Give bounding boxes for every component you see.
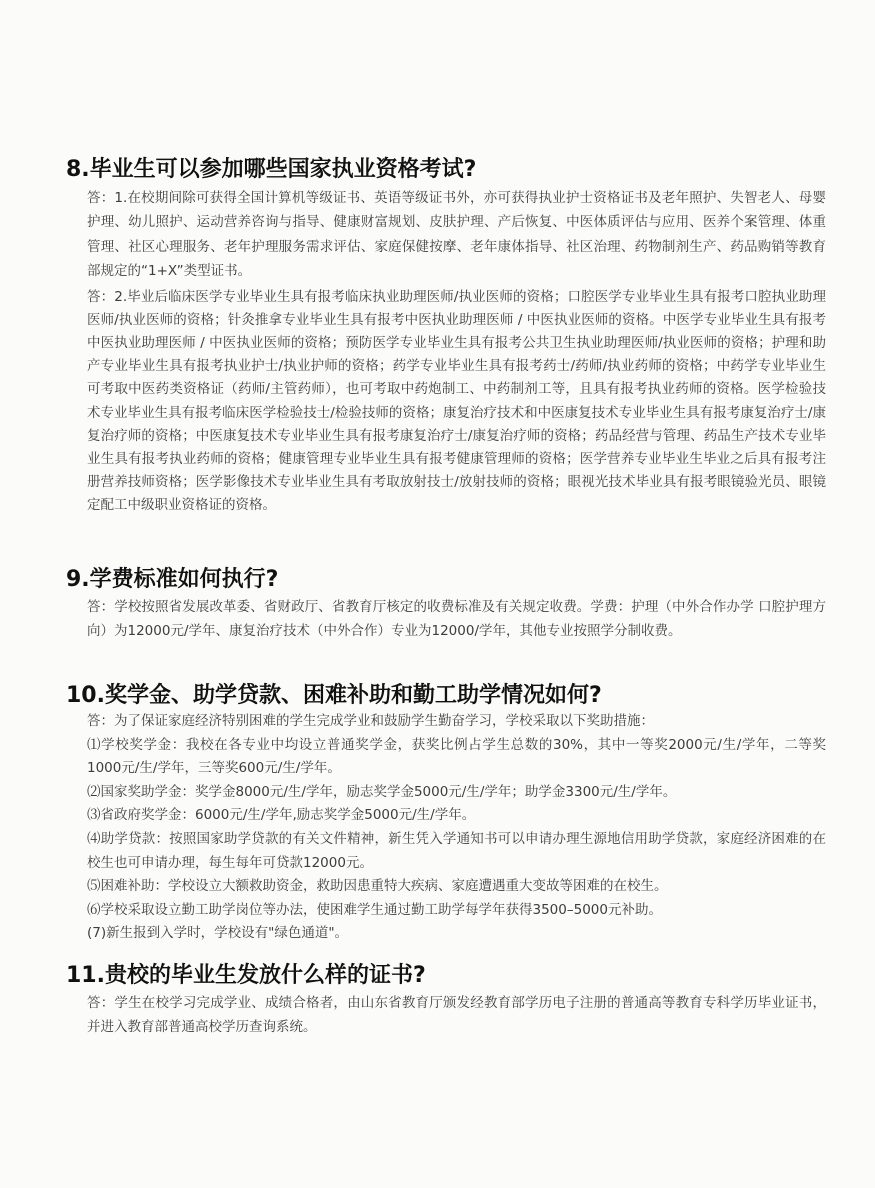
- section-q11: [66, 963, 826, 1040]
- answer-q9: 答：学校按照省发展改革委、省财政厅、省教育厅核定的收费标准及有关规定收费。学费：护理（中外合作办学 口腔护理方向）为12000元/学年、康复治疗技术（中外合作）专业为12000/学年，其他专业按照学分制收费。: [87, 599, 826, 640]
- section-title-q11: 11.贵校的毕业生发放什么样的证书?: [66, 963, 426, 988]
- list-item-scholarship-national: ⑵国家奖助学金：奖学金8000元/生/学年，励志奖学金5000元/生/学年；助学金3300元/生/学年。: [87, 783, 677, 800]
- answer-q8-part2: 答：2.毕业后临床医学专业毕业生具有报考临床执业助理医师/执业医师的资格；口腔医学专业毕业生具有报考口腔执业助理医师/执业医师的资格；针灸推拿专业毕业生具有报考中医执业助理医师 / 中医执业医师的资格。中医学专业毕业生具有报考中医执业助理医师 / 中医执业医师的资格；预防医学专业毕业生具有报考公共卫生执业助理医师/执业医师的资格；护理和助产专业毕业生具有报考执业护士/执业护师的资格；药学专业毕业生具有报考药士/药师/执业药师的资格；中药学专业毕业生可考取中医药类资格证（药师/主管药师），也可考取中药炮制工、中药制剂工等，且具有报考执业药师的资格。医学检验技术专业毕业生具有报考临床医学检验技士/检验技师的资格；康复治疗技术和中医康复技术专业毕业生具有报考康复治疗士/康复治疗师的资格；中医康复技术专业毕业生具有报考康复治疗士/康复治疗师的资格；药品经营与管理、药品生产技术专业毕业生具有报考执业药师的资格；健康管理专业毕业生具有报考健康管理师的资格；医学营养专业毕业生毕业之后具有报考注册营养技师资格；医学影像技术专业毕业生具有考取放射技士/放射技师的资格；眼视光技术毕业具有报考眼镜验光员、眼镜定配工中级职业资格证的资格。: [87, 288, 826, 514]
- list-item-work-study: ⑹学校采取设立勤工助学岗位等办法，使困难学生通过勤工助学每学年获得3500–5000元补助。: [87, 901, 662, 918]
- list-item-scholarship-provincial: ⑶省政府奖学金：6000元/生/学年,励志奖学金5000元/生/学年。: [87, 807, 476, 824]
- section-title-q9: 9.学费标准如何执行?: [66, 567, 279, 592]
- section-q8: [66, 157, 826, 518]
- answer-q8-part1: 答：1.在校期间除可获得全国计算机等级证书、英语等级证书外，亦可获得执业护士资格证书及老年照护、失智老人、母婴护理、幼儿照护、运动营养咨询与指导、健康财富规划、皮肤护理、产后恢复、中医体质评估与应用、医养个案管理、体重管理、社区心理服务、老年护理服务需求评估、家庭保健按摩、老年康体指导、社区治理、药物制剂生产、药品购销等教育部规定的“1+X”类型证书。: [87, 190, 826, 280]
- list-item-green-channel: (7)新生报到入学时，学校设有"绿色通道"。: [87, 925, 349, 942]
- list-item-hardship-subsidy: ⑸困难补助：学校设立大额救助资金，救助因患重特大疾病、家庭遭遇重大变故等困难的在校生。: [87, 878, 668, 895]
- answer-q10-intro: 答：为了保证家庭经济特别困难的学生完成学业和鼓励学生勤奋学习，学校采取以下奖助措施：: [87, 713, 654, 729]
- section-q10: [66, 683, 826, 946]
- section-title-q8: 8.毕业生可以参加哪些国家执业资格考试?: [66, 157, 477, 182]
- list-item-student-loan: ⑷助学贷款：按照国家助学贷款的有关文件精神，新生凭入学通知书可以申请办理生源地信用助学贷款，家庭经济困难的在校生也可申请办理，每生每年可贷款12000元。: [87, 830, 826, 871]
- list-item-scholarship-school: ⑴学校奖学金：我校在各专业中均设立普通奖学金，获奖比例占学生总数的30%，其中一等奖2000元/生/学年，二等奖1000元/生/学年，三等奖600元/生/学年。: [87, 736, 826, 777]
- answer-q11: 答：学生在校学习完成学业、成绩合格者，由山东省教育厅颁发经教育部学历电子注册的普通高等教育专科学历毕业证书，并进入教育部普通高校学历查询系统。: [87, 995, 826, 1036]
- section-q9: [66, 567, 826, 644]
- section-title-q10: 10.奖学金、助学贷款、困难补助和勤工助学情况如何?: [66, 683, 602, 708]
